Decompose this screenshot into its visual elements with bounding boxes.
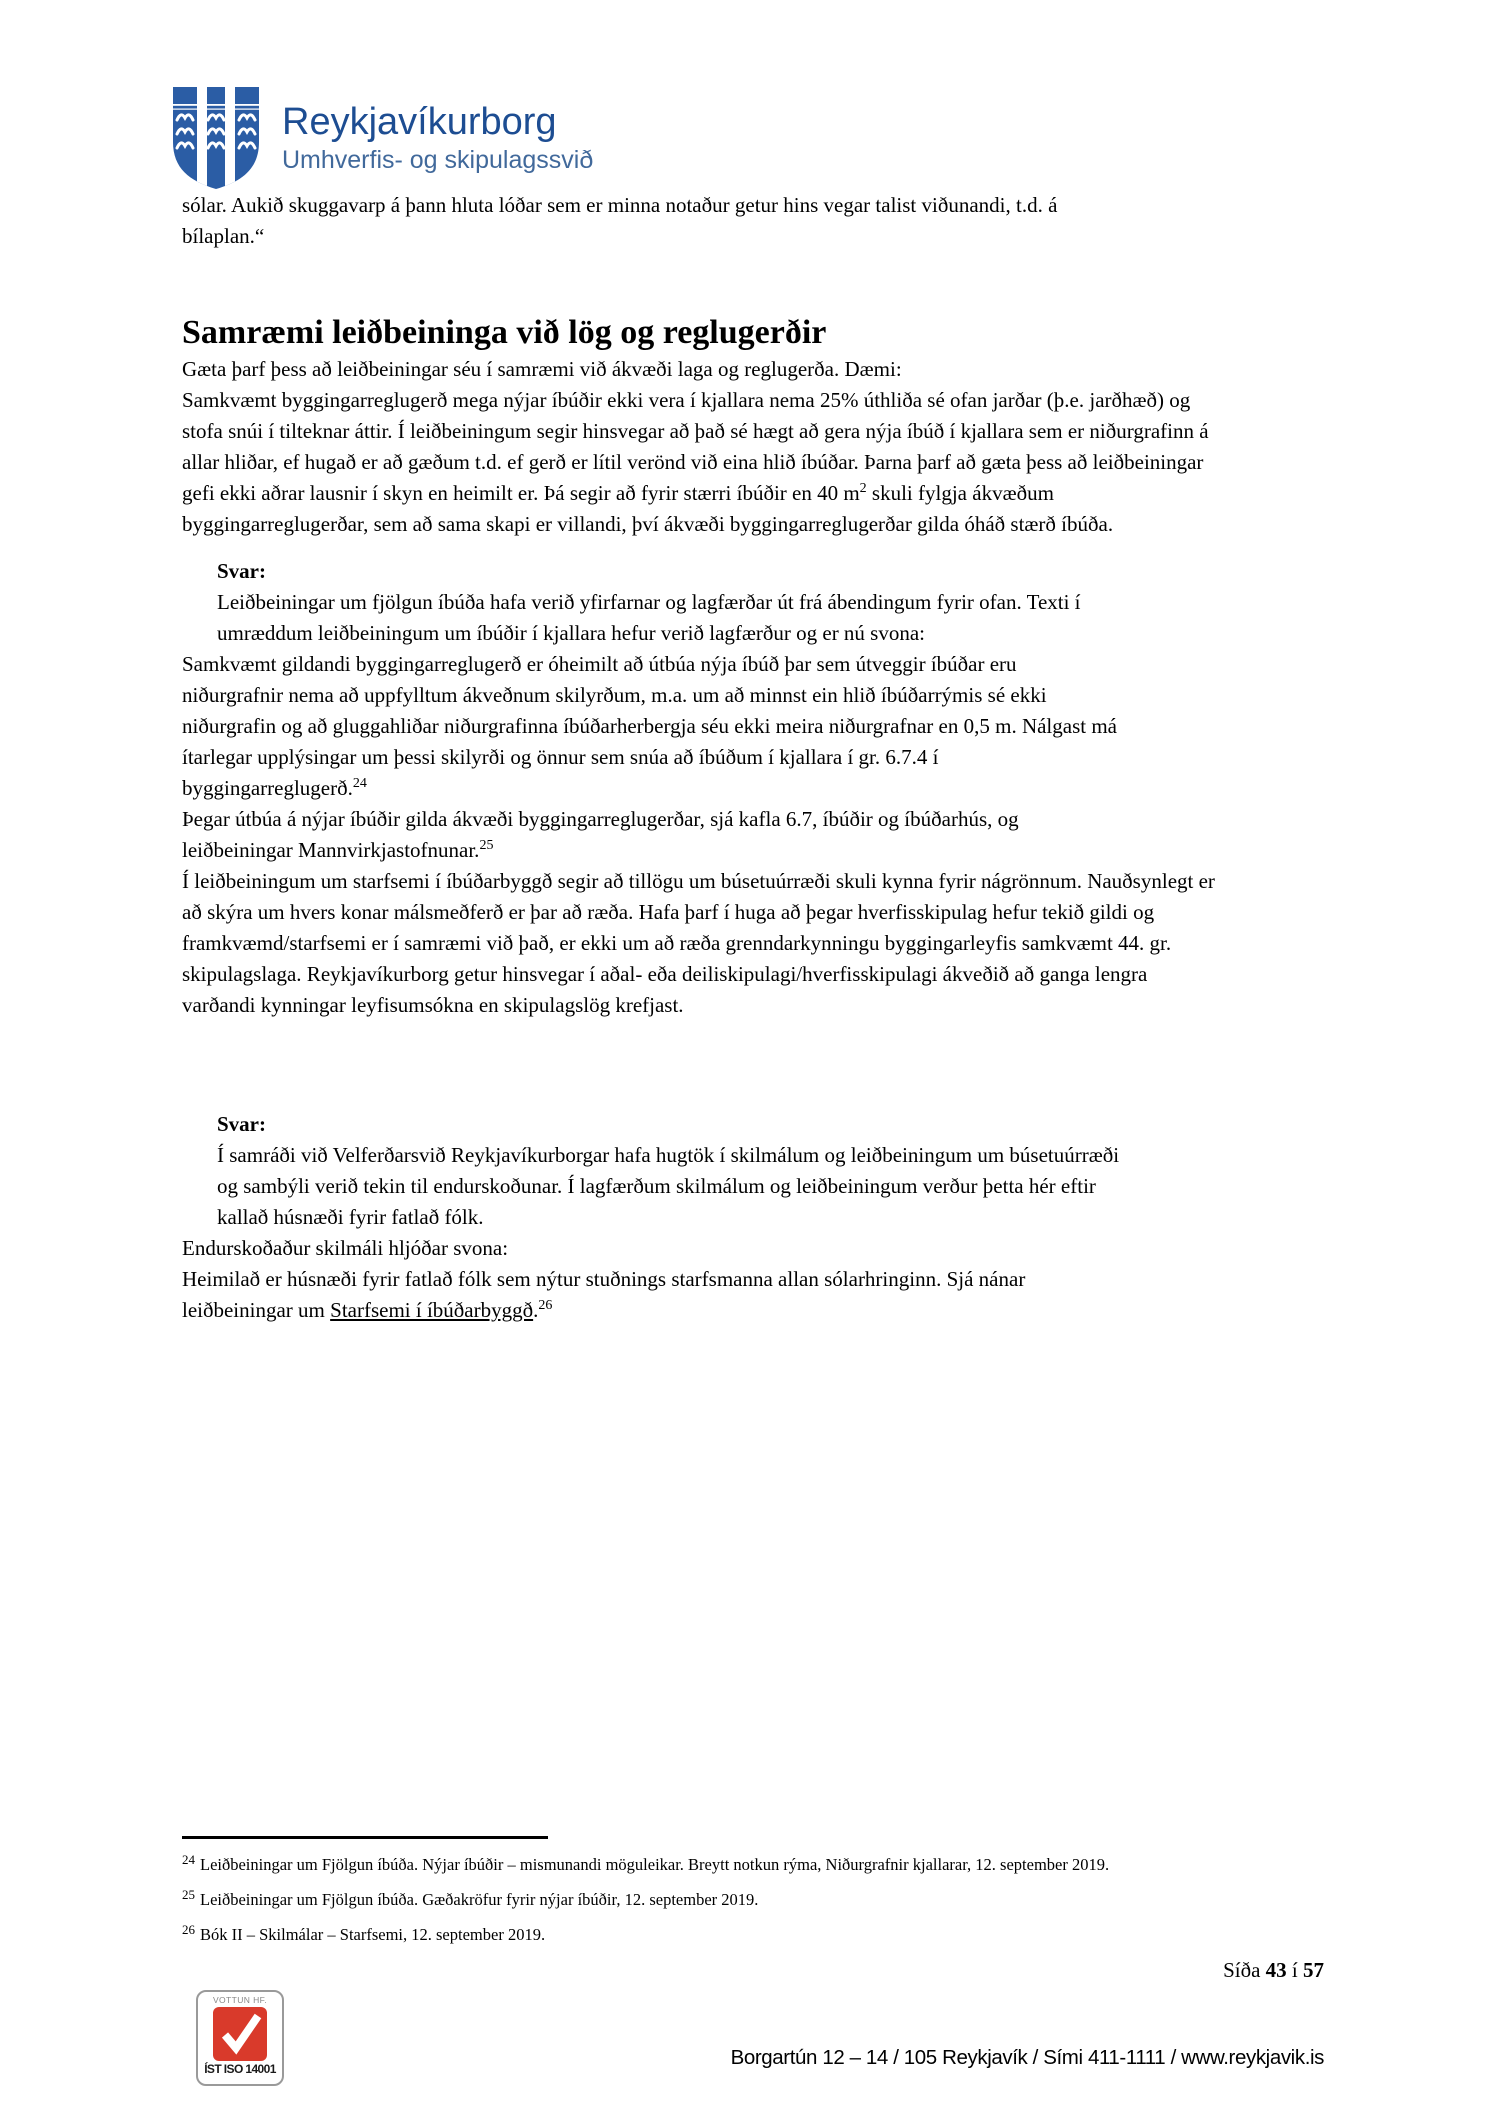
starfsemi-link[interactable]: Starfsemi í íbúðarbyggð [330,1298,534,1322]
org-name: Reykjavíkurborg [282,101,557,143]
quote-disabled-housing [182,1264,1122,1326]
footer-address: Borgartún 12 – 14 / 105 Reykjavík / Sími 411-1111 / www.reykjavik.is [730,2046,1324,2069]
footnote-ref-26: 26 [538,1298,553,1313]
discussion-paragraph: Í leiðbeiningum um starfsemi í íbúðarbyggð segir að tillögu um búsetuúrræði skuli kynna fyrir nágrönnum. Nauðsynlegt er að skýra um hvers konar málsmeðferð er þar að ræða. Hafa þarf í huga að þegar hverfisskipulag hefur tekið gildi og framkvæmd/starfsemi er í samræmi við það, er ekki um að ræða grenndarkynningu byggingarleyfis samkvæmt 44. gr. skipulagslaga. Reykjavíkurborg getur hinsvegar í aðal- eða deiliskipulagi/hverfisskipulagi ákveðið að ganga lengra varðandi kynningar leyfisumsókna en skipulagslög krefjast. [182,869,1215,1017]
quote-2-text: Þegar útbúa á nýjar íbúðir gilda ákvæði byggingarreglugerðar, sjá kafla 6.7, íbúðir og íbúðarhús, og leiðbeiningar Mannvirkjastofnunar. [182,807,1019,862]
iso-badge-standard: ÍST ISO 14001 [204,2062,276,2076]
answer-2-label: Svar: [217,1112,266,1136]
example-text-part2: skuli fylgja ákvæðum byggingarreglugerðar, sem að sama skapi er villandi, því ákvæði byggingarreglugerðar gilda óháð stærð íbúða. [182,481,1114,536]
footnote-24-number: 24 [182,1851,195,1867]
document-body [182,190,1222,1326]
intro-paragraph: sólar. Aukið skuggavarp á þann hluta lóðar sem er minna notaður getur hins vegar talist viðunandi, t.d. á bílaplan.“ [182,193,1058,248]
quote-building-regulation [182,649,1122,804]
answer-block-1 [217,556,1137,649]
reykjavik-coat-of-arms-icon [170,84,262,192]
checkmark-icon [213,2007,267,2061]
followup-paragraph: Endurskoðaður skilmáli hljóðar svona: [182,1236,509,1260]
answer-2-text: Í samráði við Velferðarsvið Reykjavíkurborgar hafa hugtök í skilmálum og leiðbeiningum um búsetuúrræði og sambýli verið tekin til endurskoðunar. Í lagfærðum skilmálum og leiðbeiningum verður þetta hér eftir kallað húsnæði fyrir fatlað fólk. [217,1143,1120,1229]
footnote-separator [182,1836,548,1839]
quote-3-text-part1: Heimilað er húsnæði fyrir fatlað fólk sem nýtur stuðnings starfsmanna allan sólarhringinn. Sjá nánar leiðbeiningar um [182,1267,1026,1322]
org-logo [170,84,593,192]
answer-block-2 [217,1109,1137,1233]
iso-badge-certifier: VOTTUN HF. [212,1995,268,2005]
page-number-prefix: Síða [1223,1958,1266,1982]
quote-1-text: Samkvæmt gildandi byggingarreglugerð er óheimilt að útbúa nýja íbúð þar sem útveggir íbúðar eru niðurgrafnir nema að uppfylltum ákveðnum skilyrðum, m.a. um að minnst ein hlið íbúðarrýmis sé ekki niðurgrafin og að gluggahliðar niðurgrafinna íbúðarherbergja séu ekki meira niðurgrafnar en 0,5 m. Nálgast má ítarlegar upplýsingar um þessi skilyrði og önnur sem snúa að íbúðum í kjallara í gr. 6.7.4 í byggingarreglugerð. [182,652,1117,800]
answer-1-label: Svar: [217,559,266,583]
example-paragraph [182,385,1222,540]
section-title: Samræmi leiðbeininga við lög og reglugerðir [182,314,827,351]
org-logo-text [282,84,593,174]
footnote-25-number: 25 [182,1886,195,1902]
answer-1-text: Leiðbeiningar um fjölgun íbúða hafa verið yfirfarnar og lagfærðar út frá ábendingum fyrir ofan. Texti í umræddum leiðbeiningum um íbúðir í kjallara hefur verið lagfærður og er nú svona: [217,590,1081,645]
footnote-25-text: Leiðbeiningar um Fjölgun íbúða. Gæðakröfur fyrir nýjar íbúðir, 12. september 2019. [200,1890,759,1909]
org-division: Umhverfis- og skipulagssvið [282,146,594,174]
page-number [1223,1958,1324,1983]
footnote-ref-24: 24 [352,776,367,791]
footnote-26-number: 26 [182,1921,195,1937]
page-number-total: 57 [1303,1958,1324,1982]
example-text-part1: Samkvæmt byggingarreglugerð mega nýjar íbúðir ekki vera í kjallara nema 25% úthliða sé ofan jarðar (þ.e. jarðhæð) og stofa snúi í tilteknar áttir. Í leiðbeiningum segir hinsvegar að það sé hægt að gera nýja íbúð í kjallara sem er niðurgrafinn á allar hliðar, ef hugað er að gæðum t.d. ef gerð er lítil verönd við eina hlið íbúðar. Þarna þarf að gæta þess að leiðbeiningar gefi ekki aðrar lausnir í skyn en heimilt er. Þá segir að fyrir stærri íbúðir en 40 m [182,388,1209,505]
squared-superscript: 2 [859,481,867,496]
page-number-current: 43 [1265,1958,1287,1982]
footnote-26-text: Bók II – Skilmálar – Starfsemi, 12. september 2019. [200,1925,546,1944]
footnote-ref-25: 25 [479,838,494,853]
quote-3-text-part2: . [533,1298,539,1322]
iso-14001-badge [196,1990,284,2086]
page-number-separator: í [1286,1958,1303,1982]
footnote-list [182,1852,1352,1957]
quote-new-apartments [182,804,1062,866]
footnote-26 [182,1922,1352,1948]
footnote-24-text: Leiðbeiningar um Fjölgun íbúða. Nýjar íbúðir – mismunandi möguleikar. Breytt notkun rýma, Niðurgrafnir kjallarar, 12. september 2019. [200,1855,1110,1874]
footnote-25 [182,1887,1352,1913]
footnote-24 [182,1852,1352,1878]
lead-paragraph: Gæta þarf þess að leiðbeiningar séu í samræmi við ákvæði laga og reglugerða. Dæmi: [182,357,902,381]
